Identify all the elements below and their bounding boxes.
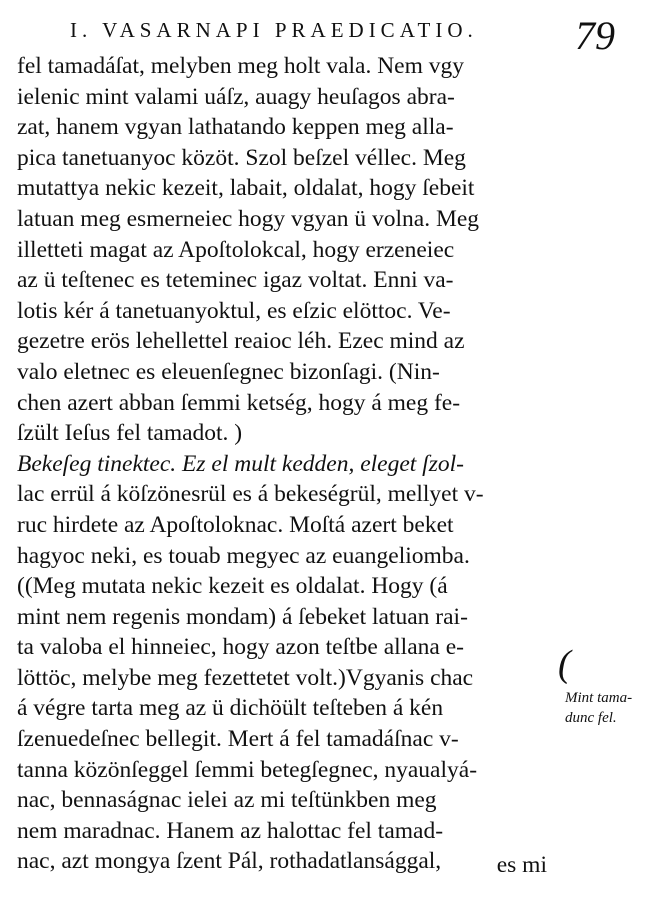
text-line: az ü teſtenec es teteminec igaz voltat. Enni va- — [17, 267, 454, 294]
text-line: á végre tarta meg az ü dichöült teſteben á kén — [17, 695, 444, 722]
text-line: gezetre erös lehellettel reaioc léh. Ezec mind az — [17, 328, 465, 355]
text-line: nac, azt mongya ſzent Pál, rothadatlansággal, — [17, 848, 442, 875]
text-line: Bekeſeg tinektec. Ez el mult kedden, eleget ſzol- — [17, 450, 464, 477]
text-line: ſzült Ieſus fel tamadot. ) — [17, 420, 243, 447]
text-line: lac errül á köſzönesrül es á bekeségrül, mellyet v- — [17, 481, 484, 508]
text-line: latuan meg esmerneiec hogy vgyan ü volna. Meg — [17, 205, 480, 232]
catchword: es mi — [496, 852, 547, 878]
text-line: hagyoc neki, es touab megyec az euangeliomba. — [17, 542, 470, 569]
text-line: mint nem regenis mondam) á ſebeket latuan rai- — [17, 603, 468, 630]
text-line: valo eletnec es eleuenſegnec bizonſagi. (Nin- — [17, 358, 440, 385]
text-line: löttöc, melybe meg fezettetet volt.)Vgyanis chac — [17, 664, 474, 691]
text-line: tanna közönſeggel ſemmi betegſegnec, nyaualyá- — [17, 756, 478, 783]
text-line: pica tanetuanyoc közöt. Szol beſzel vélleс. Meg — [17, 144, 466, 171]
text-line: zat, hanem vgyan lathatando keppen meg alla- — [17, 114, 454, 141]
text-line: ta valoba el hinneiec, hogy azon teſtbe allana e- — [17, 634, 464, 661]
text-line: ((Meg mutata nekic kezeit es oldalat. Hogy (á — [17, 573, 448, 600]
text-line: ruc hirdete az Apoſtoloknac. Moſtá azert beket — [17, 511, 454, 538]
text-line: nem maradnac. Hanem az halottac fel tamad- — [17, 817, 444, 844]
text-line: chen azert abban ſemmi ketség, hogy á meg fe- — [17, 389, 461, 416]
margin-note — [565, 688, 632, 728]
text-line: illetteti magat az Apoſtolokcal, hogy erzeneiec — [17, 236, 455, 263]
body-text — [17, 51, 552, 877]
text-line: mutattya nekic kezeit, labait, oldalat, hogy ſebeit — [17, 175, 475, 202]
text-line: fel tamadáſat, melyben meg holt vala. Nem vgy — [17, 53, 465, 79]
running-head: I. VASARNAPI PRAEDICATIO. — [70, 18, 478, 42]
text-line: ſzenuedeſnec bellegit. Mert á fel tamadáſnac v- — [17, 726, 459, 753]
margin-note-line: dunc fel. — [565, 710, 617, 726]
margin-note-line: Mint tama- — [565, 690, 633, 706]
text-line: nac, bennaságnac ielei az mi teſtünkben meg — [17, 787, 437, 814]
text-line: lotis kér á tanetuanyoktul, es eſzic elöttoc. Ve- — [17, 297, 451, 324]
margin-bracket-icon: ( — [558, 643, 571, 685]
page-number: 79 — [575, 13, 615, 58]
text-line: ielenic mint valami uáſz, auagy heuſagos abra- — [17, 83, 455, 110]
